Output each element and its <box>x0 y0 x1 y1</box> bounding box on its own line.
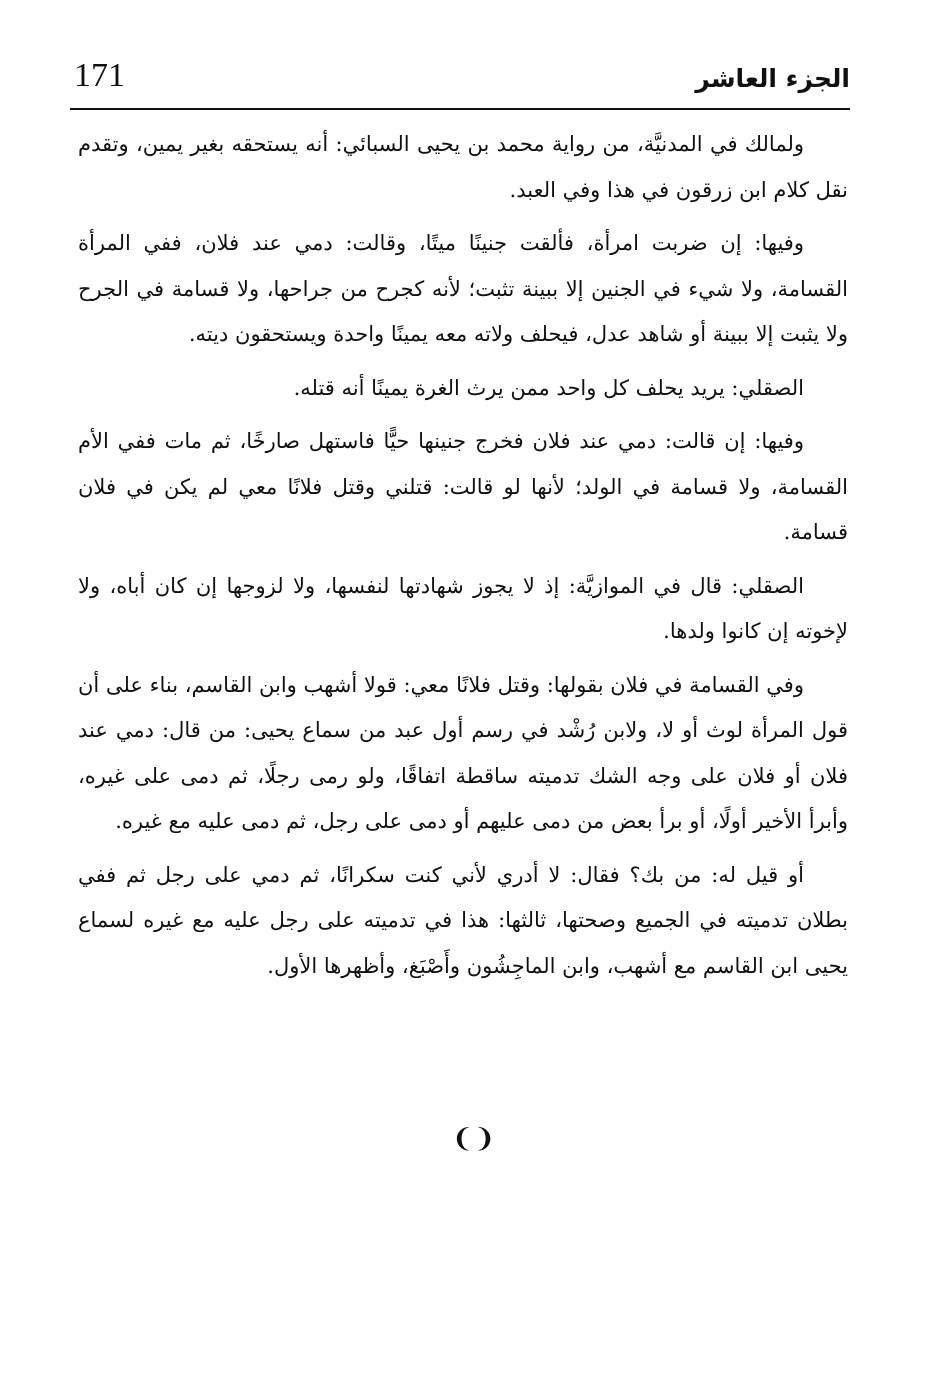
paragraph: وفيها: إن قالت: دمي عند فلان فخرج جنينها حيًّا فاستهل صارخًا، ثم مات ففي الأم القسامة، ولا قسامة في الولد؛ لأنها لو قالت: قتلني وقتل فلانًا معي لم يكن في فلان قسامة. <box>78 429 848 544</box>
page-header <box>70 52 850 104</box>
end-ornament-icon: ❨❩ <box>451 1124 496 1154</box>
header-rule <box>70 108 850 110</box>
paragraph: ولمالك في المدنيَّة، من رواية محمد بن يحيى السبائي: أنه يستحقه بغير يمين، وتقدم نقل كلام ابن زرقون في هذا وفي العبد. <box>78 132 848 202</box>
page-number: 171 <box>74 57 125 94</box>
paragraph: وفي القسامة في فلان بقولها: وقتل فلانًا معي: قولا أشهب وابن القاسم، بناء على أن قول المرأة لوث أو لا، ولابن رُشْد في رسم أول عبد من سماع يحيى: من قال: دمي عند فلان أو فلان على وجه الشك تدميته ساقطة اتفاقًا، ولو رمى رجلًا، ثم دمى على غيره، وأبرأ الأخير أولًا، أو برأ بعض من دمى عليهم أو دمى على رجل، ثم دمى عليه مع غيره. <box>78 672 849 833</box>
body-text <box>78 122 848 997</box>
paragraph: الصقلي: يريد يحلف كل واحد ممن يرث الغرة يمينًا أنه قتله. <box>293 375 804 400</box>
paragraph: وفيها: إن ضربت امرأة، فألقت جنينًا ميتًا، وقالت: دمي عند فلان، ففي المرأة القسامة، ولا شيء في الجنين إلا ببينة تثبت؛ لأنه كجرح من جراحها، ولا قسامة في الجرح ولا يثبت إلا ببينة أو شاهد عدل، فيحلف ولاته معه يمينًا واحدة ويستحقون ديته. <box>78 231 848 346</box>
paragraph: الصقلي: قال في الموازيَّة: إذ لا يجوز شهادتها لنفسها، ولا لزوجها إن كان أباه، ولا لإخوته إن كانوا ولدها. <box>78 573 848 643</box>
part-title: الجزء العاشر <box>695 64 850 93</box>
paragraph: أو قيل له: من بك؟ فقال: لا أدري لأني كنت سكرانًا، ثم دمي على رجل ثم ففي بطلان تدميته في الجميع وصحتها، ثالثها: هذا في تدميته على رجل عليه مع غيره لسماع يحيى ابن القاسم مع أشهب، وابن الماجِشُون وأَصْبَغ، وأظهرها الأول. <box>78 862 848 978</box>
